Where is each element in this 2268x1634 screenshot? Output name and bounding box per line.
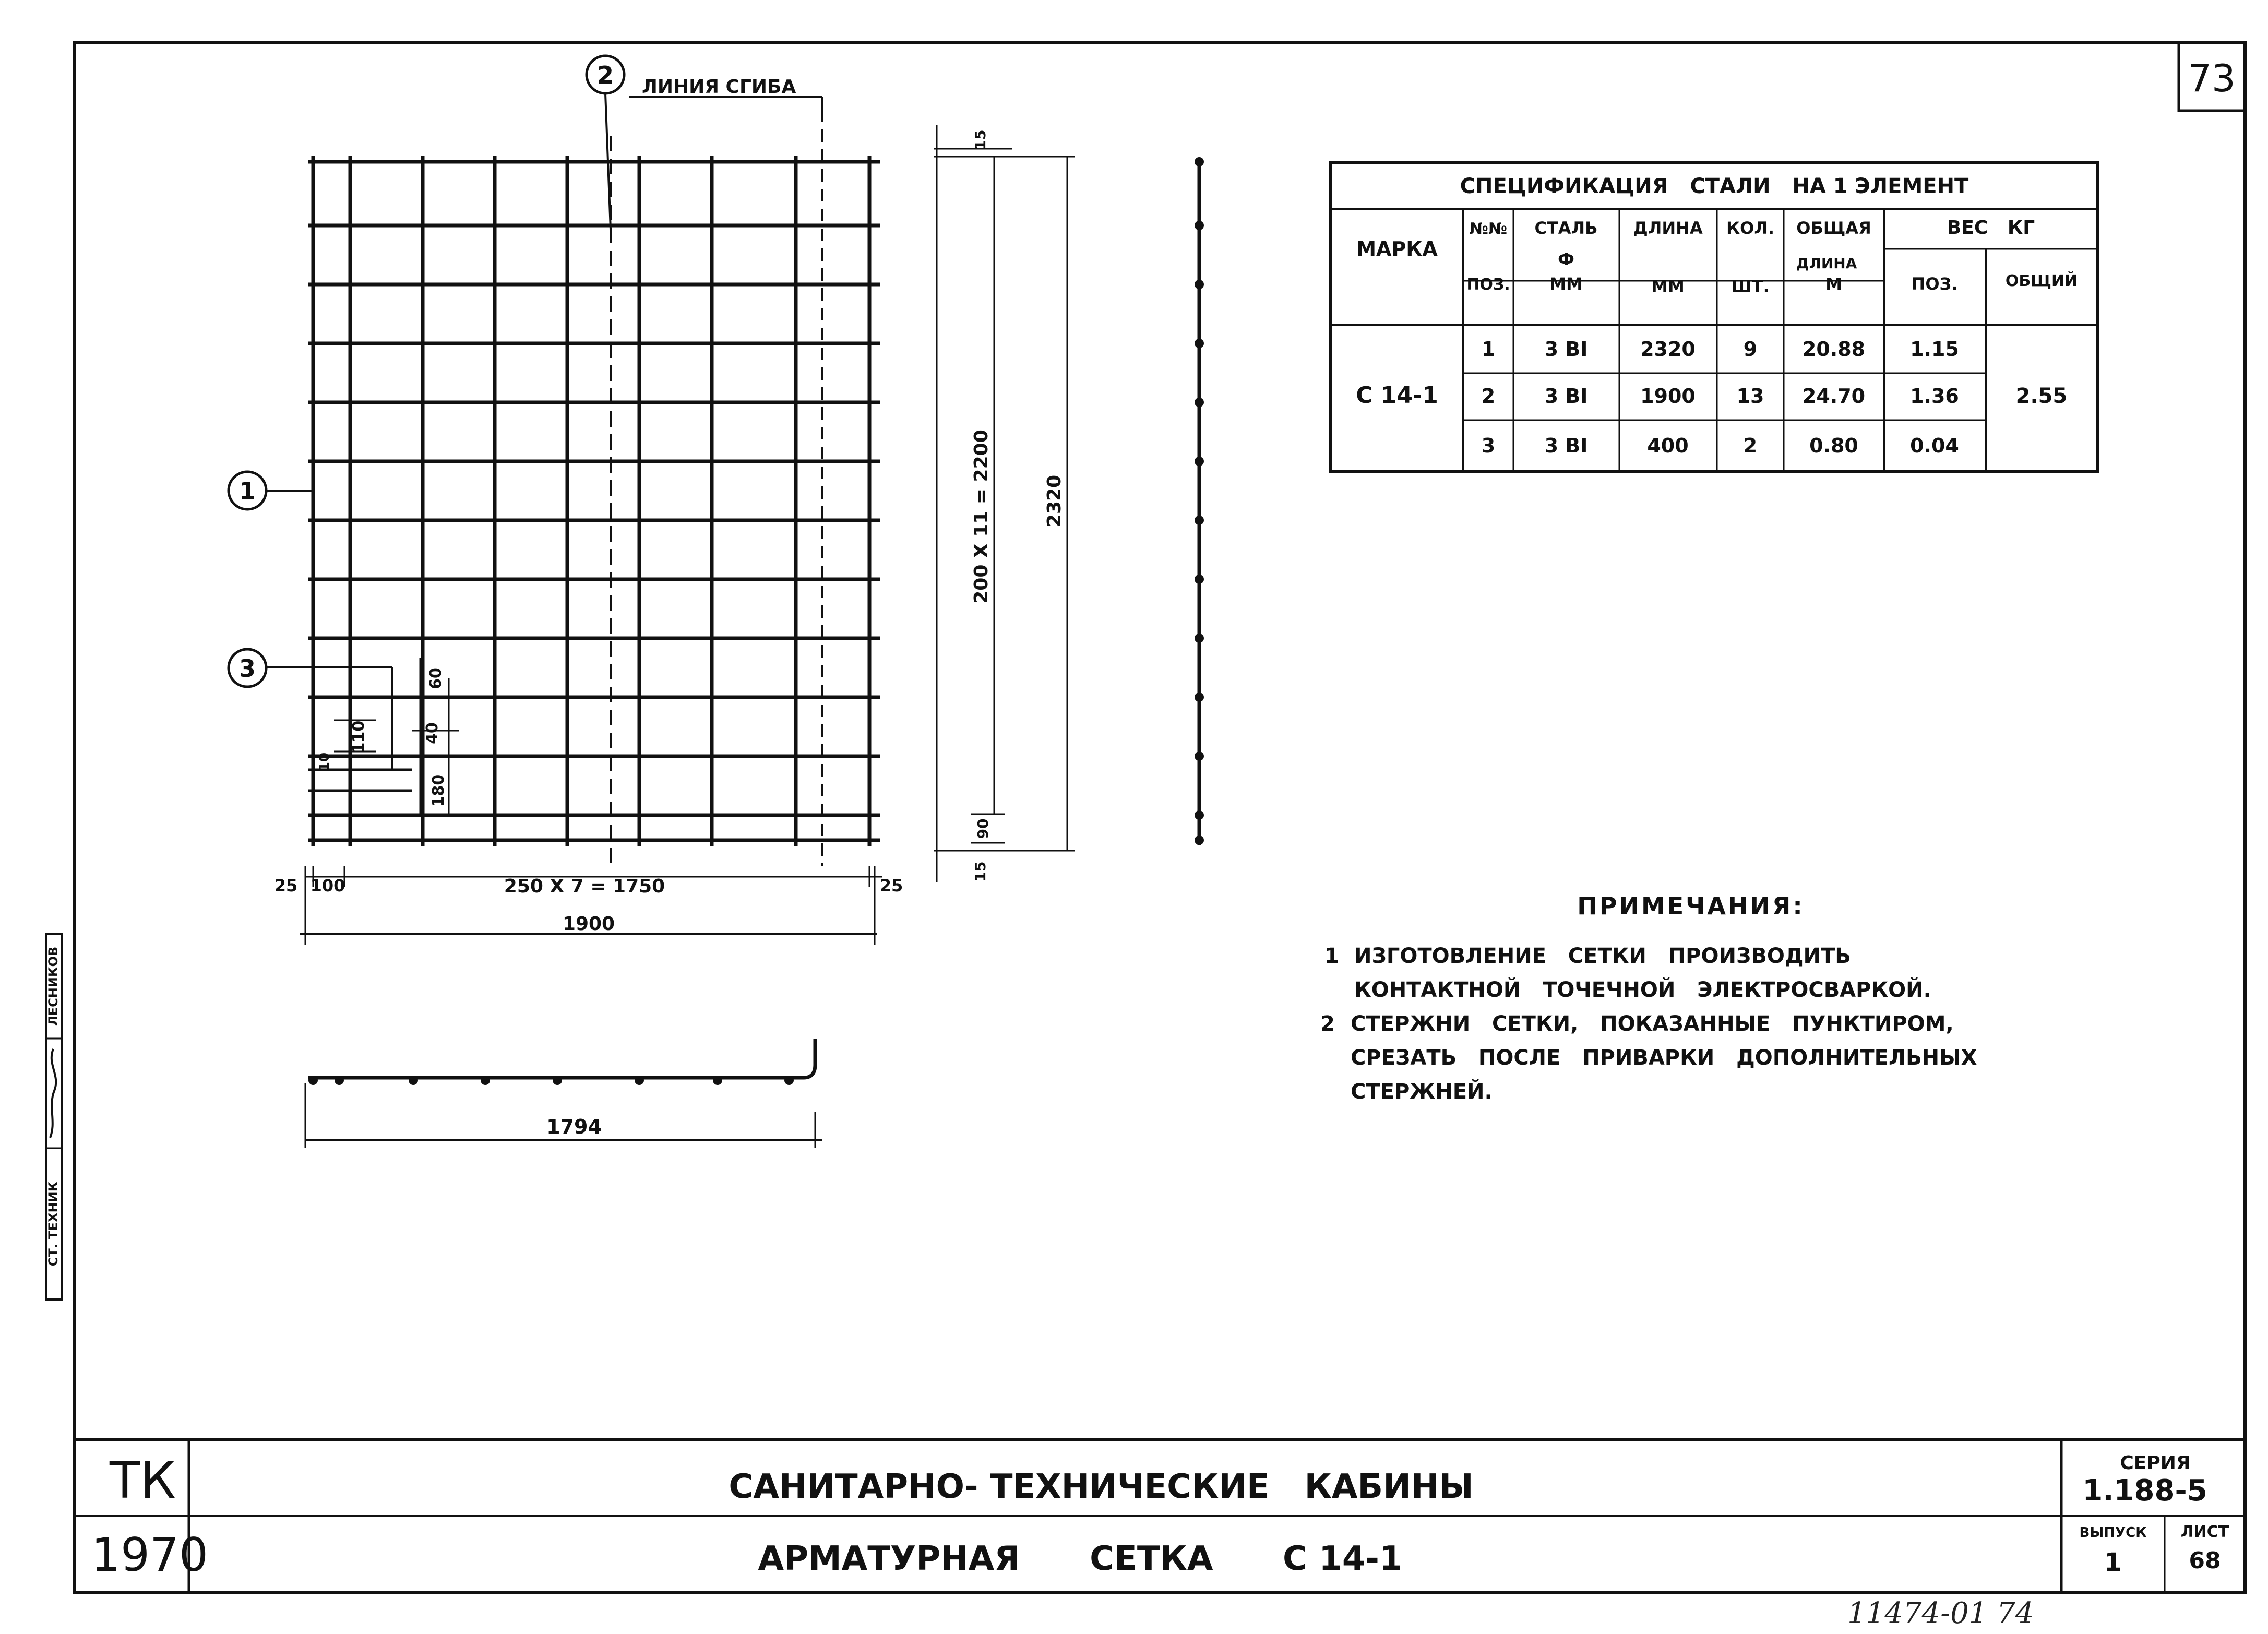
callout-2-label: 2	[596, 61, 614, 89]
corner-sheet-number: 73	[2188, 56, 2236, 100]
dim-offset-left: 100	[310, 876, 345, 896]
dim-detail-180: 180	[429, 774, 448, 807]
note-line: КОНТАКТНОЙ ТОЧЕЧНОЙ ЭЛЕКТРОСВАРКОЙ.	[1354, 978, 1931, 1002]
archive-number: 11474-01 74	[1847, 1596, 2034, 1630]
cell-qty: 13	[1736, 385, 1764, 408]
title-org: ТК	[110, 1451, 176, 1510]
note-line: ИЗГОТОВЛЕНИЕ СЕТКИ ПРОИЗВОДИТЬ	[1354, 944, 1851, 968]
cell-total-length: 0.80	[1809, 434, 1858, 457]
note-line: СТЕРЖНЕЙ.	[1351, 1080, 1493, 1104]
sheet-label: ЛИСТ	[2180, 1523, 2229, 1541]
hdr-num: №№	[1469, 220, 1508, 238]
cell-weight: 0.04	[1910, 434, 1959, 457]
series-value: 1.188-5	[2082, 1474, 2207, 1508]
handwritten-signature	[50, 1049, 56, 1138]
dim-detail-10: 10	[317, 752, 332, 772]
cell-steel: 3 ВI	[1544, 338, 1588, 361]
dim-detail-110: 110	[350, 720, 368, 754]
cell-weight: 1.15	[1910, 338, 1959, 361]
note-num: 2	[1320, 1012, 1335, 1036]
note-item-2	[1320, 1012, 1977, 1104]
cell-qty: 9	[1743, 338, 1758, 361]
dim-total-height: 2320	[1044, 474, 1065, 528]
hdr-weight: ВЕС КГ	[1947, 217, 2035, 238]
cell-qty: 2	[1743, 434, 1758, 457]
dim-top-edge: 15	[972, 129, 989, 150]
cell-weight: 1.36	[1910, 385, 1959, 408]
cell-steel: 3 ВI	[1544, 385, 1588, 408]
cell-pos: 3	[1481, 434, 1496, 457]
hdr-phi: Ф	[1558, 249, 1574, 269]
hdr-weight-pos: ПОЗ.	[1911, 274, 1958, 294]
table-row	[1482, 434, 1959, 457]
cell-length: 1900	[1640, 385, 1696, 408]
dim-bottom-offset: 90	[974, 818, 992, 839]
fold-line-label: ЛИНИЯ СГИБА	[642, 76, 796, 98]
hdr-qty-unit: ШТ.	[1731, 277, 1770, 296]
dim-rod-spacing: 250 X 7 = 1750	[504, 876, 665, 897]
callout-1-label: 1	[238, 477, 256, 505]
mesh-plan	[308, 110, 880, 866]
hdr-qty: КОЛ.	[1726, 218, 1775, 238]
cell-pos: 2	[1481, 385, 1496, 408]
dim-edge-left: 25	[274, 876, 298, 896]
note-num: 1	[1324, 944, 1339, 968]
hdr-total-length-sub: ДЛИНА	[1796, 255, 1857, 272]
dim-edge-right: 25	[879, 876, 903, 896]
vertical-rods	[313, 156, 869, 846]
dim-detail-40: 40	[423, 722, 441, 744]
spec-table-grid	[1331, 163, 2098, 472]
project-title: САНИТАРНО- ТЕХНИЧЕСКИЕ КАБИНЫ	[729, 1468, 1474, 1506]
dim-bent-length: 1794	[546, 1115, 602, 1138]
sheet-value: 68	[2189, 1547, 2221, 1574]
note-line: СРЕЗАТЬ ПОСЛЕ ПРИВАРКИ ДОПОЛНИТЕЛЬНЫХ	[1351, 1046, 1977, 1070]
dim-total-width: 1900	[562, 913, 615, 935]
hdr-steel: СТАЛЬ	[1534, 218, 1598, 238]
cell-pos: 1	[1481, 338, 1496, 361]
cell-length: 2320	[1640, 338, 1696, 361]
table-row	[1482, 338, 1959, 361]
notes-title: ПРИМЕЧАНИЯ:	[1577, 892, 1805, 920]
hdr-weight-total: ОБЩИЙ	[2005, 272, 2078, 290]
hdr-length-unit: ММ	[1651, 277, 1685, 296]
hdr-steel-unit: ММ	[1549, 274, 1583, 294]
cell-steel: 3 ВI	[1544, 434, 1588, 457]
callout-3-label: 3	[238, 654, 256, 683]
cell-total-length: 24.70	[1802, 385, 1866, 408]
series-label: СЕРИЯ	[2120, 1452, 2191, 1474]
table-row	[1482, 385, 1959, 408]
cell-length: 400	[1647, 434, 1689, 457]
issue-value: 1	[2104, 1548, 2122, 1577]
cell-total-weight: 2.55	[2015, 384, 2068, 408]
drawing-title: АРМАТУРНАЯ СЕТКА С 14-1	[758, 1540, 1403, 1578]
cell-mark: С 14-1	[1356, 382, 1438, 409]
dim-bottom-edge: 15	[972, 861, 989, 882]
stamp-name: ЛЕСНИКОВ	[46, 946, 61, 1027]
hdr-total-length: ОБЩАЯ	[1796, 218, 1871, 238]
stamp-role: СТ. ТЕХНИК	[46, 1181, 61, 1267]
cell-total-length: 20.88	[1802, 338, 1866, 361]
dim-vertical-span: 200 X 11 = 2200	[971, 430, 992, 604]
issue-label: ВЫПУСК	[2079, 1525, 2147, 1541]
mesh-side-view	[1195, 157, 1204, 845]
title-year: 1970	[91, 1528, 208, 1582]
spec-table-title: СПЕЦИФИКАЦИЯ СТАЛИ НА 1 ЭЛЕМЕНТ	[1460, 174, 1969, 198]
dim-detail-60: 60	[427, 667, 445, 689]
hdr-pos: ПОЗ.	[1466, 276, 1510, 294]
hdr-total-length-unit: М	[1825, 275, 1842, 294]
hdr-length: ДЛИНА	[1633, 218, 1703, 238]
note-line: СТЕРЖНИ СЕТКИ, ПОКАЗАННЫЕ ПУНКТИРОМ,	[1351, 1012, 1954, 1036]
hdr-mark: МАРКА	[1356, 237, 1438, 260]
note-item-1	[1324, 944, 1931, 1002]
